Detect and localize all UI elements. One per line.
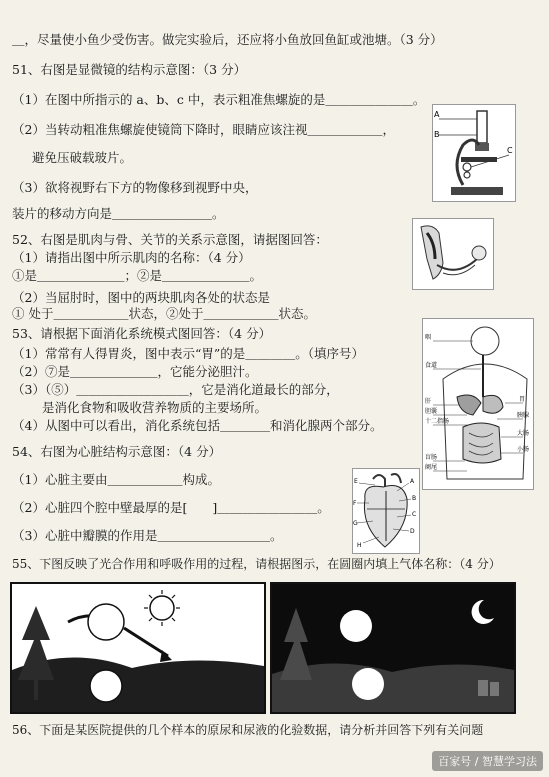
digestive-label-large-intestine: 大肠 [517,430,530,437]
q54-p3: （3）心脏中瓣膜的作用是＿＿＿＿＿＿＿＿＿。 [12,528,283,543]
sun-icon [150,596,174,620]
digestive-system-figure [422,318,534,490]
q51-p2-cont: 避免压破载玻片。 [32,150,133,165]
microscope-drawing [433,105,515,201]
respiration-night-panel [270,582,516,714]
watermark-text: 百家号 / 智慧学习法 [432,751,543,771]
gas-circle-night-bottom [352,668,384,700]
q53-p4: （4）从图中可以看出，消化系统包括＿＿＿＿和消化腺两个部分。 [12,418,383,433]
heart-label-b: B [412,495,417,502]
q52-p1: （1）请指出图中所示肌肉的名称：（4 分） [12,250,251,265]
microscope-label-b: B [434,130,440,139]
digestive-system-drawing [423,319,533,489]
microscope-label-c: C [507,146,513,155]
q53-p2: （2）⑦是＿＿＿＿＿＿＿，它能分泌胆汁。 [12,364,258,379]
digestive-label-appendix: 阑尾 [425,464,438,471]
q51-p2: （2）当转动粗准焦螺旋使镜筒下降时，眼睛应该注视＿＿＿＿＿＿， [12,122,395,137]
gas-circle-day-top [88,604,124,640]
photosynthesis-day-panel [10,582,266,714]
microscope-figure [432,104,516,202]
heart-label-h: H [357,542,362,549]
q50-tail-text: ＿，尽量使小鱼少受伤害。做完实验后，还应将小鱼放回鱼缸或池塘。（3 分） [12,32,443,47]
q52-title: 52、右图是肌肉与骨、关节的关系示意图，请据图回答： [12,232,328,247]
gas-circle-day-bottom [90,670,122,702]
heart-label-f: F [353,500,357,507]
digestive-label-small-intestine: 小肠 [517,446,530,453]
q54-p1: （1）心脏主要由＿＿＿＿＿＿构成。 [12,472,220,487]
digestive-label-cecum: 盲肠 [425,454,438,461]
q55-title: 55、下图反映了光合作用和呼吸作用的过程，请根据图示，在圆圈内填上气体名称：（4 分） [12,557,501,571]
heart-figure [352,468,420,554]
q56-title: 56、下面是某医院提供的几个样本的原尿和尿液的化验数据，请分析并回答下列有关问题 [12,723,484,737]
night-scene-drawing [272,584,514,712]
heart-label-g: G [353,520,358,527]
q54-title: 54、右图为心脏结构示意图：（4 分） [12,444,222,459]
q52-p2: （2）当屈肘时，图中的两块肌肉各处的状态是 [12,290,270,305]
digestive-label-pancreas: 胰腺 [517,412,530,419]
heart-label-d: D [410,528,415,535]
arm-muscle-figure [412,218,494,290]
q53-p3b: 是消化食物和吸收营养物质的主要场所。 [42,400,268,415]
microscope-label-a: A [434,110,440,119]
q51-p1: （1）在图中所指示的 a、b、c 中，表示粗准焦螺旋的是＿＿＿＿＿＿＿。 [12,92,426,107]
heart-label-e: E [354,478,358,485]
q52-p1b: ①是＿＿＿＿＿＿＿；②是＿＿＿＿＿＿＿。 [12,268,263,283]
q52-p2b: ① 处于＿＿＿＿＿＿状态，②处于＿＿＿＿＿＿状态。 [12,306,316,321]
gas-circle-night-top [340,610,372,642]
q51-p3-cont: 装片的移动方向是＿＿＿＿＿＿＿＿。 [12,206,225,221]
day-scene-drawing [12,584,264,712]
q54-p2: （2）心脏四个腔中壁最厚的是[ ]＿＿＿＿＿＿＿＿。 [12,500,330,515]
arm-muscle-drawing [413,219,493,289]
q53-p1: （1）常常有人得胃炎，图中表示“胃”的是＿＿＿＿。（填序号） [12,346,364,361]
digestive-label-gallbladder: 胆囊 [425,408,438,415]
heart-label-c: C [412,511,417,518]
q51-p3: （3）欲将视野右下方的物像移到视野中央， [12,180,258,195]
moon-icon [472,600,494,624]
q53-title: 53、请根据下面消化系统模式图回答：（4 分） [12,326,272,341]
digestive-label-liver: 肝 [425,398,432,405]
q51-title: 51、右图是显微镜的结构示意图：（3 分） [12,62,247,77]
digestive-label-duodenum: 十二指肠 [425,418,450,425]
heart-label-a: A [410,478,415,485]
digestive-label-stomach: 胃 [519,396,526,403]
digestive-label-pharynx: 咽 [425,334,432,341]
q53-p3: （3）（⑤）＿＿＿＿＿＿＿＿＿，它是消化道最长的部分， [12,382,339,397]
digestive-label-esophagus: 食道 [425,362,438,369]
heart-drawing [353,469,419,553]
